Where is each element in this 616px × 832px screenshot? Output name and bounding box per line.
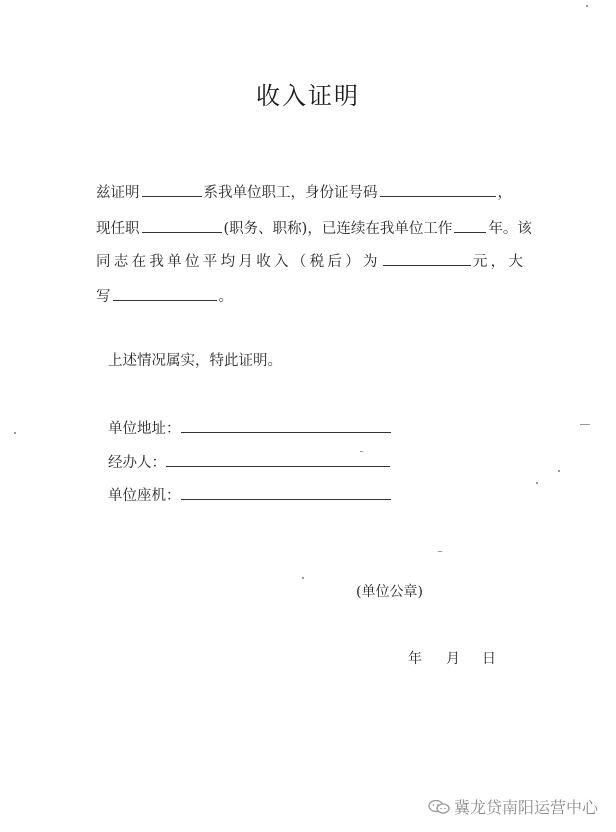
address-blank [181,418,391,433]
phone-blank [181,485,391,500]
address-row [108,417,391,438]
text-income: 同志在我单位平均月收入（税后）为 [96,254,381,270]
handler-label: 经办人： [108,455,166,471]
scan-speck [558,470,560,472]
watermark-text: 冀龙贷南阳运营中心 [453,798,598,817]
text-position: 现任职 [96,221,140,237]
income-words-blank [113,286,217,301]
text-comma: ， [497,185,512,201]
paragraph-line-1 [96,181,512,202]
position-blank [142,218,222,233]
text-title-years: (职务、职称)，已连续在我单位工作 [223,221,453,237]
id-number-blank [380,182,496,197]
scan-speck [580,424,590,425]
text-period: 。 [218,289,233,305]
date-month: 月 [446,651,460,667]
handler-row [108,451,390,472]
text-certify: 兹证明 [96,185,140,201]
income-blank [383,251,471,266]
name-blank [142,182,202,197]
phone-label: 单位座机： [108,488,181,504]
text-write: 写 [96,289,111,305]
text-employee-id: 系我单位职工，身份证号码 [203,185,378,201]
text-year-that: 年。该 [488,221,532,237]
chat-bubbles-icon [428,799,450,813]
paragraph-line-2 [96,217,532,238]
date-year: 年 [408,651,422,667]
phone-row [108,484,391,505]
text-yuan: 元，大 [472,254,527,270]
watermark [428,795,598,818]
scan-speck [438,551,442,552]
scan-speck [302,577,304,579]
scan-speck [586,5,588,7]
date-day: 日 [482,651,496,667]
paragraph-line-3 [96,250,526,271]
document-title: 收入证明 [256,82,360,110]
scan-speck [360,451,363,452]
years-blank [454,218,486,233]
handler-blank [166,452,390,467]
scan-speck [536,482,538,484]
paragraph-line-4 [96,285,233,306]
seal-label: (单位公章) [356,584,423,600]
address-label: 单位地址： [108,421,181,437]
scan-speck [14,432,16,434]
statement: 上述情况属实，特此证明。 [108,353,282,369]
